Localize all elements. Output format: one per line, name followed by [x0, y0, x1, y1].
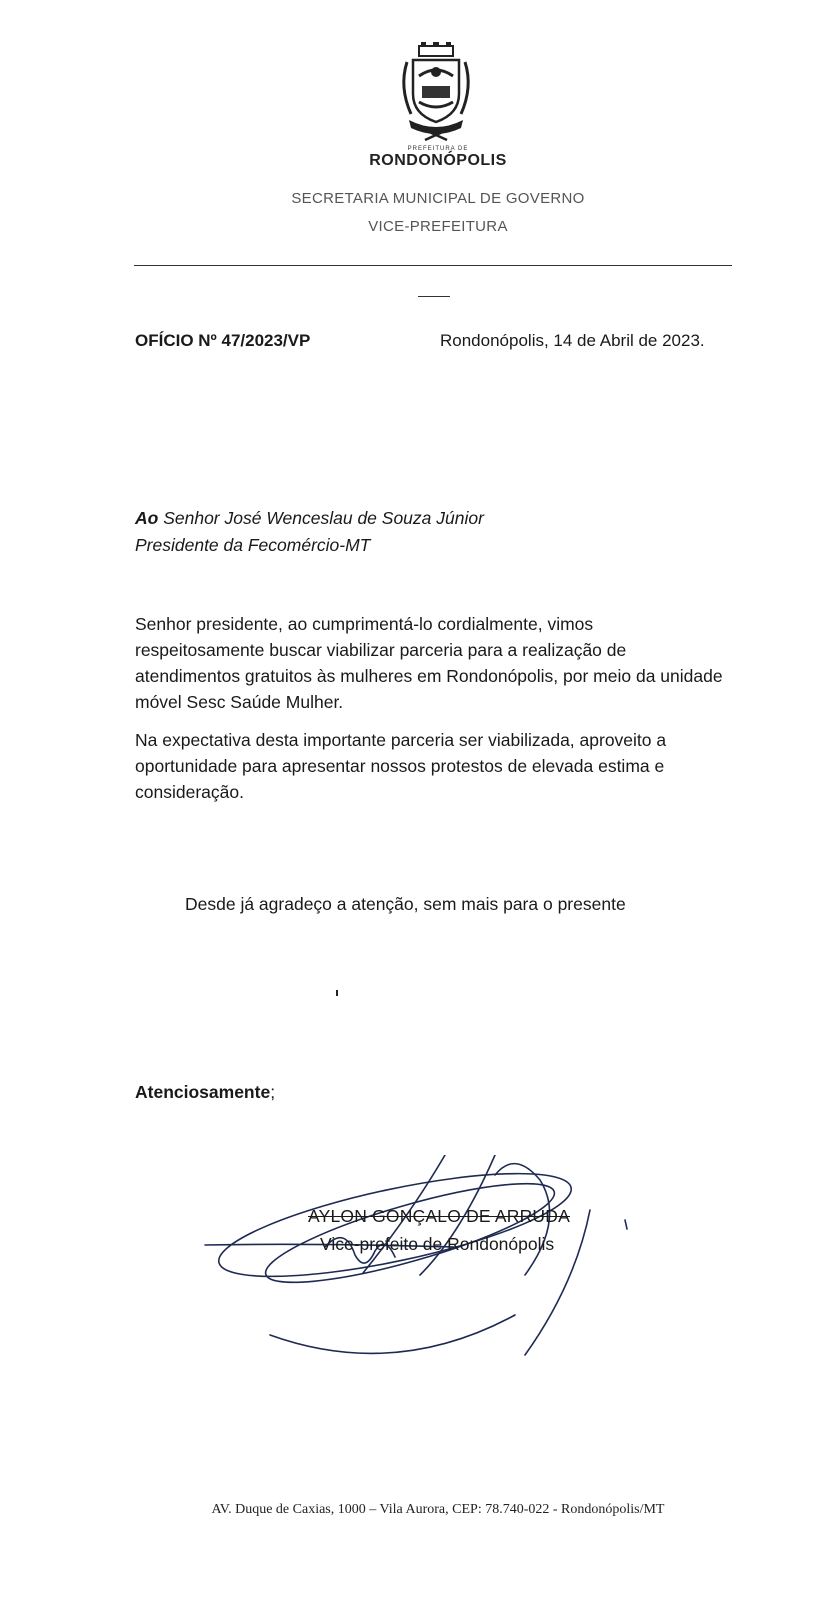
prefeitura-de-label: PREFEITURA DE	[407, 146, 469, 152]
footer-address: AV. Duque de Caxias, 1000 – Vila Aurora, CEP: 78.740-022 - Rondonópolis/MT	[211, 1502, 665, 1517]
addressee-name-line	[135, 508, 484, 529]
body-paragraph-2: Na expectativa desta importante parceria ser viabilizada, aproveito a oportunidade para apresentar nossos protestos de elevada estima e consideração.	[135, 730, 667, 802]
short-divider	[418, 296, 450, 297]
closing-line: Desde já agradeço a atenção, sem mais para o presente	[185, 894, 626, 914]
signer-name: AYLON GONÇALO DE ARRUDA	[308, 1206, 570, 1226]
scan-speck	[336, 990, 338, 996]
addressee-title: Presidente da Fecomércio-MT	[135, 535, 371, 555]
salutation	[135, 1082, 275, 1103]
salutation-word: Atenciosamente	[135, 1082, 271, 1102]
place-date: Rondonópolis, 14 de Abril de 2023.	[440, 331, 705, 350]
addressee-prefix: Ao	[135, 508, 159, 528]
city-name: RONDONÓPOLIS	[369, 152, 507, 169]
letter-number: OFÍCIO Nº 47/2023/VP	[135, 331, 311, 350]
secretaria-heading: SECRETARIA MUNICIPAL DE GOVERNO	[291, 190, 585, 207]
addressee-name: Senhor José Wenceslau de Souza Júnior	[163, 508, 484, 528]
salutation-punct: ;	[270, 1082, 276, 1102]
handwritten-signature	[195, 1155, 655, 1400]
header-divider	[134, 265, 732, 266]
body-paragraph-1: Senhor presidente, ao cumprimentá-lo cordialmente, vimos respeitosamente buscar viabilizar parceria para a realização de atendimentos gratuitos às mulheres em Rondonópolis, por meio da unidade móvel Sesc Saúde Mulher.	[135, 614, 723, 712]
office-heading: VICE-PREFEITURA	[368, 218, 508, 235]
coat-of-arms-icon	[395, 42, 477, 142]
signer-role: Vice-prefeito de Rondonópolis	[320, 1234, 555, 1254]
